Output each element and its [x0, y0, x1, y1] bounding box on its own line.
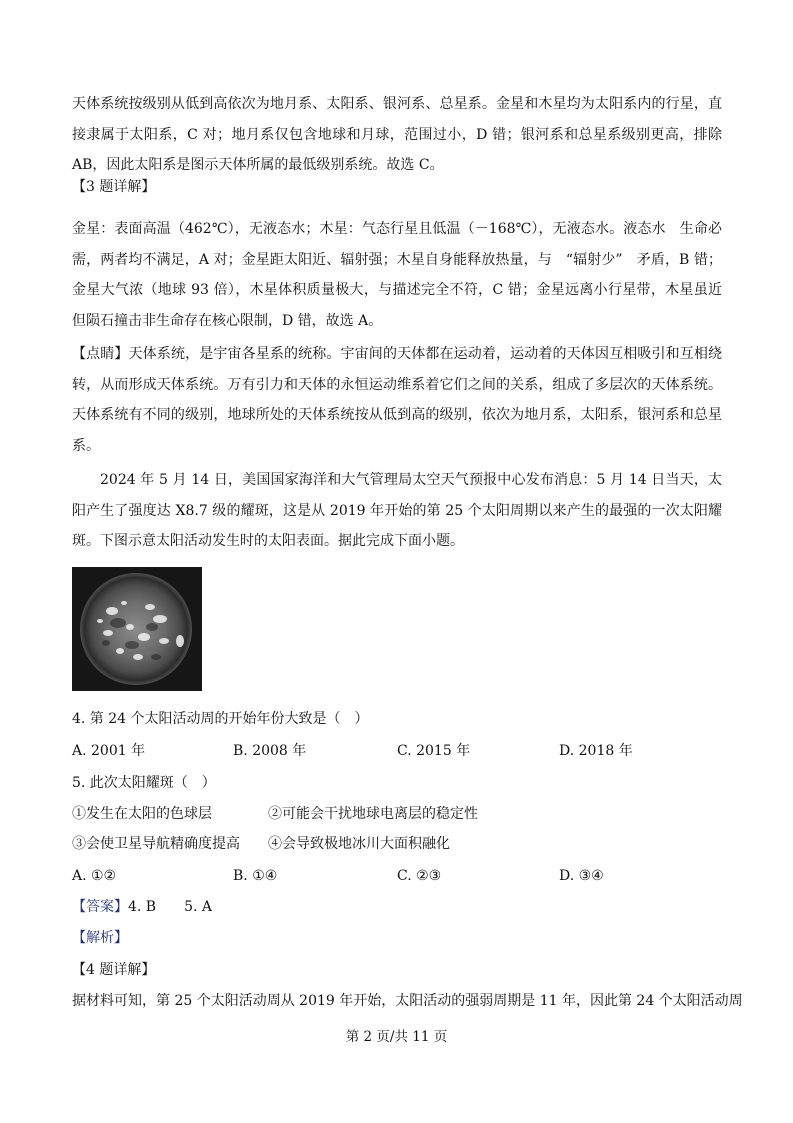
tip-tag: 【点睛】 — [72, 346, 129, 362]
q3-explanation-text: 金星：表面高温（462℃），无液态水；木星：气态行星且低温（－168℃），无液态水。液态水 生命必需，两者均不满足，A 对；金星距太阳近、辐射强；木星自身能释放热量，与 “辐射少” 矛盾，B 错；金星大气浓（地球 93 倍），木星体积质量极大，与描述完全不符，C 错；金星远离小行星带，木星虽近但陨石撞击非生命存在核心限制，D 错，故选 A。 — [72, 221, 722, 329]
q4-option-b: B. 2008 年 — [233, 743, 307, 759]
q5-statement-2: ②可能会干扰地球电离层的稳定性 — [268, 806, 478, 822]
tip-paragraph — [72, 339, 722, 461]
q5-option-c: C. ②③ — [397, 868, 442, 884]
analysis-tag: 【解析】 — [72, 930, 128, 946]
q3-heading: 【3 题详解】 — [72, 179, 156, 195]
sun-surface-image — [72, 567, 202, 691]
q4-explanation-text: 据材料可知，第 25 个太阳活动周从 2019 年开始，太阳活动的强弱周期是 11 年，因此第 24 个太阳活动周 — [72, 993, 743, 1009]
q4-heading: 【4 题详解】 — [72, 962, 156, 978]
q4-option-d: D. 2018 年 — [559, 743, 633, 759]
q5-statement-4: ④会导致极地冰川大面积融化 — [268, 836, 450, 852]
q4-option-a: A. 2001 年 — [72, 743, 146, 759]
q2-explanation-text: 天体系统按级别从低到高依次为地月系、太阳系、银河系、总星系。金星和木星均为太阳系内的行星，直接隶属于太阳系，C 对；地月系仅包含地球和月球，范围过小，D 错；银河系和总星系级别更高，排除 AB，因此太阳系是图示天体所属的最低级别系统。故选 C。 — [72, 96, 722, 173]
page-footer: 第 2 页/共 11 页 — [345, 1029, 448, 1045]
answer-tag: 【答案】 — [72, 899, 128, 915]
tip-body: 天体系统，是宇宙各星系的统称。宇宙间的天体都在运动着，运动着的天体因互相吸引和互相绕转，从而形成天体系统。万有引力和天体的永恒运动维系着它们之间的关系，组成了多层次的天体系统。天体系统有不同的级别，地球所处的天体系统按从低到高的级别，依次为地月系，太阳系，银河系和总星系。 — [72, 346, 723, 454]
q5-statement-1: ①发生在太阳的色球层 — [72, 806, 212, 822]
q5-stem: 5. 此次太阳耀斑（ ） — [72, 775, 216, 791]
q5-option-b: B. ①④ — [233, 868, 278, 884]
q5-option-d: D. ③④ — [559, 868, 604, 884]
answer-text: 4. B 5. A — [128, 899, 213, 915]
q4-stem: 4. 第 24 个太阳活动周的开始年份大致是（ ） — [72, 711, 369, 727]
q5-option-a: A. ①② — [72, 868, 117, 884]
material-paragraph: 2024 年 5 月 14 日，美国国家海洋和大气管理局太空天气预报中心发布消息：5 月 14 日当天，太阳产生了强度达 X8.7 级的耀斑，这是从 2019 年开始的第 25 个太阳周期以来产生的最强的一次太阳耀斑。下图示意太阳活动发生时的太阳表面。据此完成下面小题。 — [72, 472, 722, 549]
q5-statement-3: ③会使卫星导航精确度提高 — [72, 836, 240, 852]
q4-option-c: C. 2015 年 — [397, 743, 471, 759]
answer-line — [72, 897, 212, 917]
sun-image-graphic — [72, 567, 202, 691]
